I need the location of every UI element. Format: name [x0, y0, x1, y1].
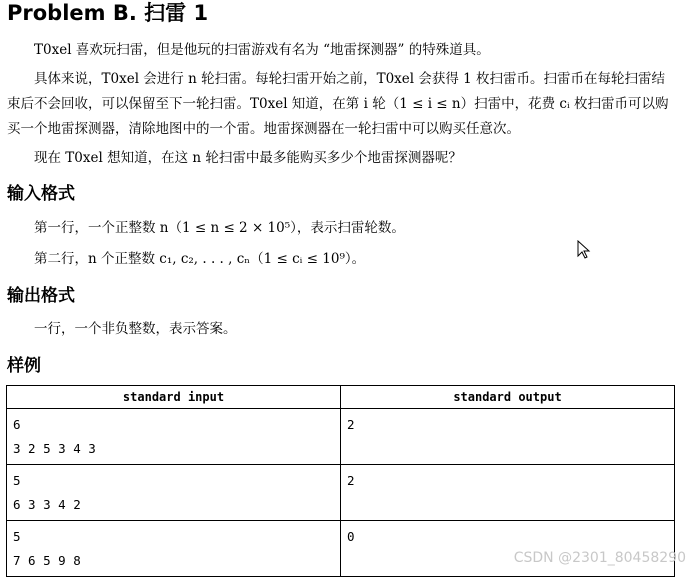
problem-title: Problem B. 扫雷 1 [7, 1, 209, 25]
column-header-input: standard input [7, 386, 341, 409]
samples-header-row [7, 386, 675, 409]
samples-table [6, 385, 675, 577]
table-row [7, 465, 675, 521]
input-format-heading: 输入格式 [7, 184, 75, 204]
mouse-cursor-icon [577, 240, 591, 260]
input-line-2: 第二行，n 个正整数 c₁, c₂, . . . , cₙ（1 ≤ cᵢ ≤ 10⁹）。 [34, 251, 366, 267]
statement-paragraph-2: 具体来说，T0xel 会进行 n 轮扫雷。每轮扫雷开始之前，T0xel 会获得 1 枚扫雷币。扫雷币在每轮扫雷结束后不会回收，可以保留至下一轮扫雷。T0xel 知道，在第 i 轮（1 ≤ i ≤ n）扫雷中，花费 cᵢ 枚扫雷币可以购买一个地雷探测器，清除地图中的一个雷。地雷探测器在一轮扫雷中可以购买任意次。 [7, 71, 669, 137]
table-row [7, 521, 675, 577]
sample-input-cell[interactable]: 5 6 3 3 4 2 [7, 465, 341, 521]
statement-paragraph-3: 现在 T0xel 想知道，在这 n 轮扫雷中最多能购买多少个地雷探测器呢？ [34, 150, 462, 166]
sample-output-cell[interactable]: 0 [341, 521, 675, 577]
samples-heading: 样例 [7, 356, 41, 376]
output-format-heading: 输出格式 [7, 286, 75, 306]
sample-input-cell[interactable]: 6 3 2 5 3 4 3 [7, 409, 341, 465]
output-line: 一行，一个非负整数，表示答案。 [34, 321, 237, 337]
sample-output-cell[interactable]: 2 [341, 465, 675, 521]
sample-output-cell[interactable]: 2 [341, 409, 675, 465]
statement-paragraph-1: T0xel 喜欢玩扫雷，但是他玩的扫雷游戏有名为 “地雷探测器” 的特殊道具。 [34, 42, 490, 58]
sample-input-cell[interactable]: 5 7 6 5 9 8 [7, 521, 341, 577]
input-line-1: 第一行，一个正整数 n（1 ≤ n ≤ 2 × 10⁵），表示扫雷轮数。 [34, 220, 405, 236]
watermark: CSDN @2301_80458290 [513, 550, 686, 566]
column-header-output: standard output [341, 386, 675, 409]
table-row [7, 409, 675, 465]
